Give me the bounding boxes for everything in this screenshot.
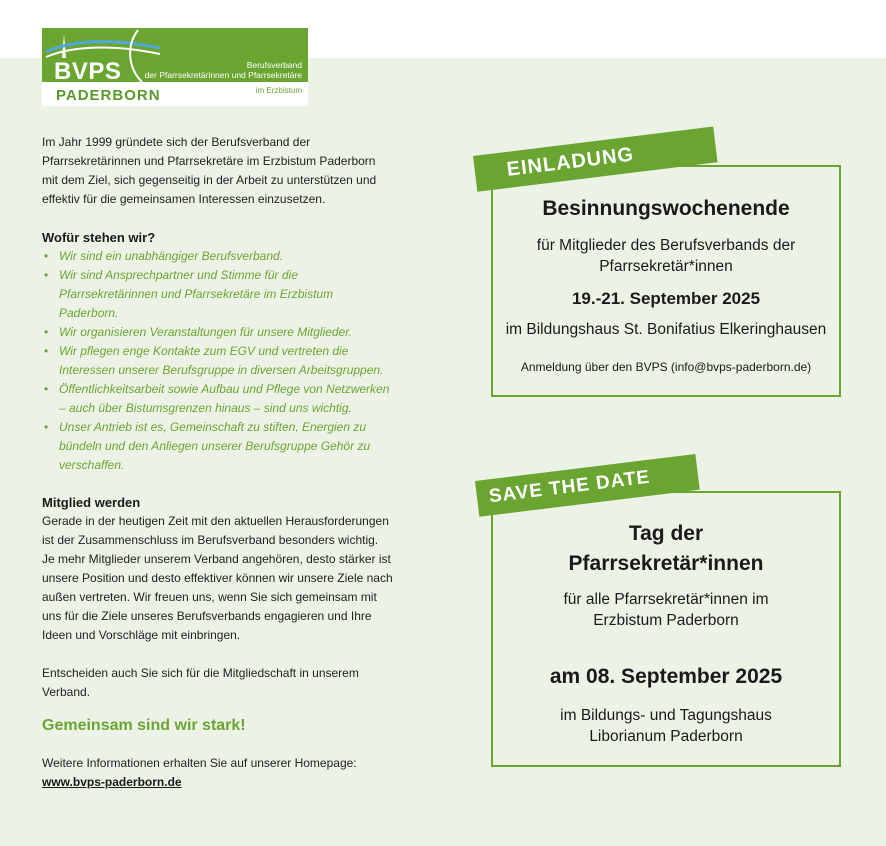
save-the-date-date: am 08. September 2025 bbox=[549, 665, 783, 688]
list-item: • Wir sind ein unabhängiger Berufsverband. bbox=[42, 247, 394, 266]
membership-heading: Mitglied werden bbox=[42, 495, 141, 510]
intro-text: Im Jahr 1999 gründete sich der Berufsverband der Pfarrsekretärinnen und Pfarrsekretäre im Erzbistum Paderborn mit dem Ziel, sich gegenseitig in der Arbeit zu unterstützen und effektiv für die gemeinsamen Interessen einzusetzen. bbox=[42, 135, 377, 206]
save-the-date-title-line1: Tag der bbox=[628, 522, 704, 545]
logo-acronym: BVPS bbox=[54, 58, 122, 85]
membership-text: Gerade in der heutigen Zeit mit den aktuellen Herausforderungen ist der Zusammenschluss im Berufsverband besonders wichtig. Je mehr Mitglieder unserem Verband angehören, desto stärker ist unsere Position und desto effektiver können wir unsere Ziele nach außen vertreten. Wir freuen uns, wenn Sie sich gemeinsam mit uns für die Ziele unseres Berufsverbands engagieren und Ihre Ideen und Vorschläge mit einbringen. bbox=[42, 514, 393, 642]
bvps-logo bbox=[42, 28, 308, 106]
membership-decide-text: Entscheiden auch Sie sich für die Mitgliedschaft in unserem Verband. bbox=[42, 666, 359, 699]
save-the-date-title-line2: Pfarrsekretär*innen bbox=[568, 552, 764, 575]
list-item: • Öffentlichkeitsarbeit sowie Aufbau und Pflege von Netzwerken – auch über Bistumsgrenzen hinaus – sind uns wichtig. bbox=[42, 380, 394, 418]
save-the-date-box bbox=[491, 491, 841, 767]
values-heading: Wofür stehen wir? bbox=[42, 230, 156, 245]
save-the-date-place bbox=[493, 705, 839, 747]
logo-city: PADERBORN bbox=[56, 87, 161, 104]
invitation-place: im Bildungshaus St. Bonifatius Elkeringhausen bbox=[505, 321, 827, 338]
list-item: • Unser Antrieb ist es, Gemeinschaft zu stiften, Energien zu bündeln und den Anliegen unserer Berufsgruppe Gehör zu verschaffen. bbox=[42, 418, 394, 475]
logo-line-2: der Pfarrsekretärinnen und Pfarrsekretäre bbox=[144, 70, 302, 80]
more-info-text: Weitere Informationen erhalten Sie auf unserer Homepage: bbox=[42, 756, 357, 770]
invitation-title: Besinnungswochenende bbox=[542, 197, 790, 220]
save-the-date-place-line1: im Bildungs- und Tagungshaus bbox=[560, 707, 772, 724]
invitation-box bbox=[491, 165, 841, 397]
logo-line-3: im Erzbistum bbox=[255, 86, 302, 95]
left-column bbox=[42, 133, 394, 792]
list-item: • Wir sind Ansprechpartner und Stimme für die Pfarrsekretärinnen und Pfarrsekretäre im Erzbistum Paderborn. bbox=[42, 266, 394, 323]
save-the-date-subtitle bbox=[493, 589, 839, 631]
values-list bbox=[42, 247, 394, 475]
logo-line-1: Berufsverband bbox=[246, 60, 302, 70]
save-the-date-title bbox=[493, 519, 839, 579]
invitation-subtitle: für Mitglieder des Berufsverbands der Pfarrsekretär*innen bbox=[536, 237, 796, 275]
save-the-date-subtitle-line1: für alle Pfarrsekretär*innen im bbox=[563, 591, 769, 608]
invitation-ribbon: EINLADUNG bbox=[473, 127, 718, 192]
save-the-date-subtitle-line2: Erzbistum Paderborn bbox=[593, 612, 739, 629]
slogan: Gemeinsam sind wir stark! bbox=[42, 717, 246, 734]
list-item: • Wir organisieren Veranstaltungen für unsere Mitglieder. bbox=[42, 323, 394, 342]
invitation-date: 19.-21. September 2025 bbox=[571, 289, 761, 308]
homepage-link[interactable]: www.bvps-paderborn.de bbox=[42, 775, 182, 789]
list-item: • Wir pflegen enge Kontakte zum EGV und vertreten die Interessen unserer Berufsgruppe in diversen Arbeitsgruppen. bbox=[42, 342, 394, 380]
save-the-date-ribbon: SAVE THE DATE bbox=[475, 454, 700, 517]
save-the-date-place-line2: Liborianum Paderborn bbox=[589, 728, 743, 745]
invitation-registration: Anmeldung über den BVPS (info@bvps-paderborn.de) bbox=[520, 360, 812, 374]
